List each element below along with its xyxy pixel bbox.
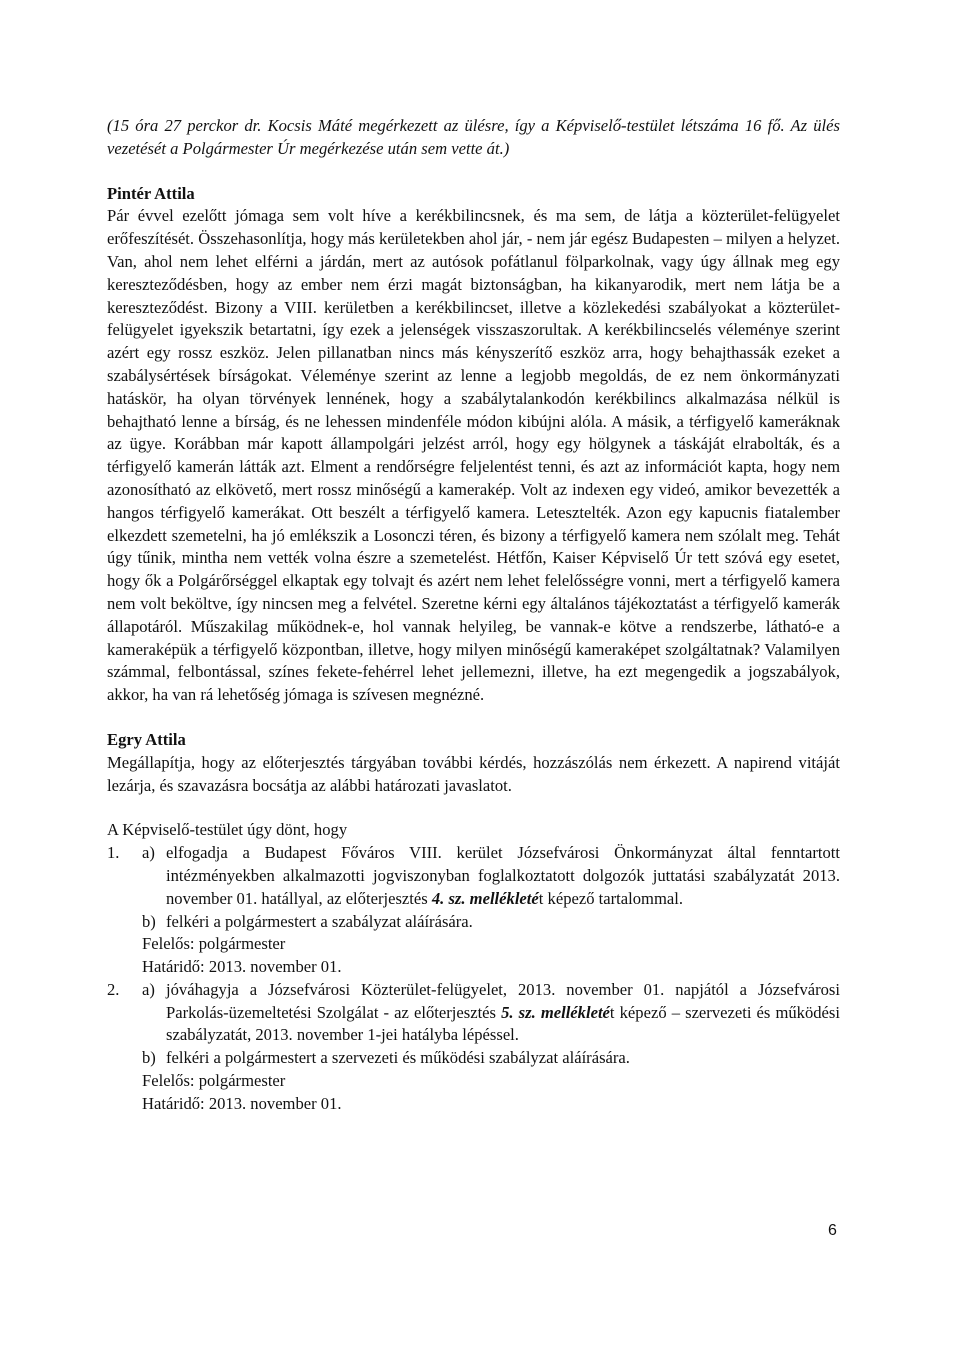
document-page (107, 115, 840, 1116)
deadline: Határidő: 2013. november 01. (142, 957, 342, 977)
sub-label: b) (142, 1048, 156, 1068)
resolution-text: felkéri a polgármestert a szabályzat aláírására. (166, 911, 473, 931)
responsible: Felelős: polgármester (142, 1071, 286, 1091)
intro-note: (15 óra 27 perckor dr. Kocsis Máté megérkezett az ülésre, így a Képviselő-testület létszáma 16 fő. Az ülés vezetését a Polgármester Úr megérkezése után sem vette át.) (107, 116, 840, 158)
speaker-name: Pintér Attila (107, 183, 195, 203)
speaker-text: Pár évvel ezelőtt jómaga sem volt híve a kerékbilincsnek, és ma sem, de látja a közterület-felügyelet erőfeszítését. Összehasonlítja, hogy más kerületekben ahol jár, - nem jár egész Budapesten – milyen a helyzet. Van, ahol nem lehet elférni a járdán, mert az autósok pofátlanul fölparkolnak, vagy úgy állnak meg egy kereszteződésben, hogy az ember nem érzi magát biztonságban, ha kikanyarodik, mert nem látja be a kereszteződést. Bizony a VIII. kerületben a kerékbilincset, illetve a közlekedési szabályokat a közterület-felügyelet igyekszik betartatni, így ezek a jelenségek visszaszorultak. A kerékbilincselés véleménye szerint azért egy rossz eszköz. Jelen pillanatban nincs más kényszerítő eszköz arra, hogy behajthassák ezeket a szabálysértések bírságokat. Véleménye szerint az lenne a legjobb megoldás, de ez nem önkormányzati hatáskör, ha olyan törvények lennének, hogy a szabálytalankodón kerékbilincs alkalmazása nélkül is behajtható lenne a bírság, és ne lehessen mindenféle módon kibújni alóla. A másik, a térfigyelő kameráknak az ügye. Korábban már kapott állampolgári jelzést arról, hogy egy hölgynek a táskáját elrabolták, és a térfigyelő kamerán látták azt. Elment a rendőrségre feljelentést tenni, és azt az információt kapta, hogy nem azonosítható az elkövető, mert rossz minőségű a kamerakép. Volt az indexen egy videó, amikor bevezették a hangos térfigyelő kamerákat. Ott beszélt a térfigyelő kamera. Letesztelték. Azon egy kapucnis fiatalember elkezdett szemetelni, ha jó emlékszik a Losonczi téren, és bizony a térfigyelő kamera nem szólalt meg. Tehát úgy tűnik, mintha nem vették volna észre a szemetelést. Hétfőn, Kaiser Képviselő Úr tett szóvá egy esetet, hogy ők a Polgárőrséggel elkaptak egy tolvajt és azért nem lehet felelősségre vonni, mert a térfigyelő kamera nem volt beköltve, így nincsen meg a felvétel. Szeretne kérni egy általános tájékoztatást a térfigyelő kamerák állapotáról. Műszakilag működnek-e, hol vannak helyileg, be vannak-e kötve a rendszerbe, látható-e a kameraképük a térfigyelő központban, illetve, hogy milyen minőségű kameraképet szolgáltatnak? Valamilyen számmal, felbontással, színes fekete-fehérrel lehet jellemezni, illetve, ha ezt megengedik a jogszabályok, akkor, ha van rá lehetőség jómaga is szívesen megnézné. (107, 206, 840, 705)
sub-label: b) (142, 911, 156, 931)
resolution-intro: A Képviselő-testület úgy dönt, hogy (107, 820, 348, 840)
speaker-text: Megállapítja, hogy az előterjesztés tárgyában további kérdés, hozzászólás nem érkezett. A napirend vitáját lezárja, és szavazásra bocsátja az alábbi határozati javaslatot. (107, 752, 840, 795)
resolution-text: felkéri a polgármestert a szervezeti és működési szabályzat aláírására. (166, 1048, 630, 1068)
resolution-text: elfogadja a Budapest Főváros VIII. kerület Józsefvárosi Önkormányzat által fenntartott intézményekben alkalmazotti jogviszonyban foglalkoztatott dolgozók juttatási szabályzatát 2013. november 01. hatállyal, az előterjesztés 4. sz. mellékletét képező tartalommal. (166, 843, 840, 908)
resolution-item (107, 842, 840, 979)
resolution-text: jóváhagyja a Józsefvárosi Közterület-felügyelet, 2013. november 01. napjától a Józsefvárosi Parkolás-üzemeltetési Szolgálat - az előterjesztés 5. sz. mellékletét képező – szervezeti és működési szabályzatát, 2013. november 1-jei hatályba lépéssel. (166, 979, 840, 1045)
page-number: 6 (828, 1222, 837, 1239)
sub-label: a) (142, 843, 155, 863)
annex-reference: 4. sz. mellékleté (431, 888, 539, 908)
responsible: Felelős: polgármester (142, 934, 286, 954)
speaker-name: Egry Attila (107, 729, 186, 749)
deadline: Határidő: 2013. november 01. (142, 1093, 342, 1113)
sub-label: a) (142, 979, 155, 999)
item-number: 1. (107, 843, 120, 863)
item-number: 2. (107, 979, 120, 999)
annex-reference: 5. sz. mellékleté (501, 1002, 610, 1022)
resolution-item (107, 979, 840, 1116)
